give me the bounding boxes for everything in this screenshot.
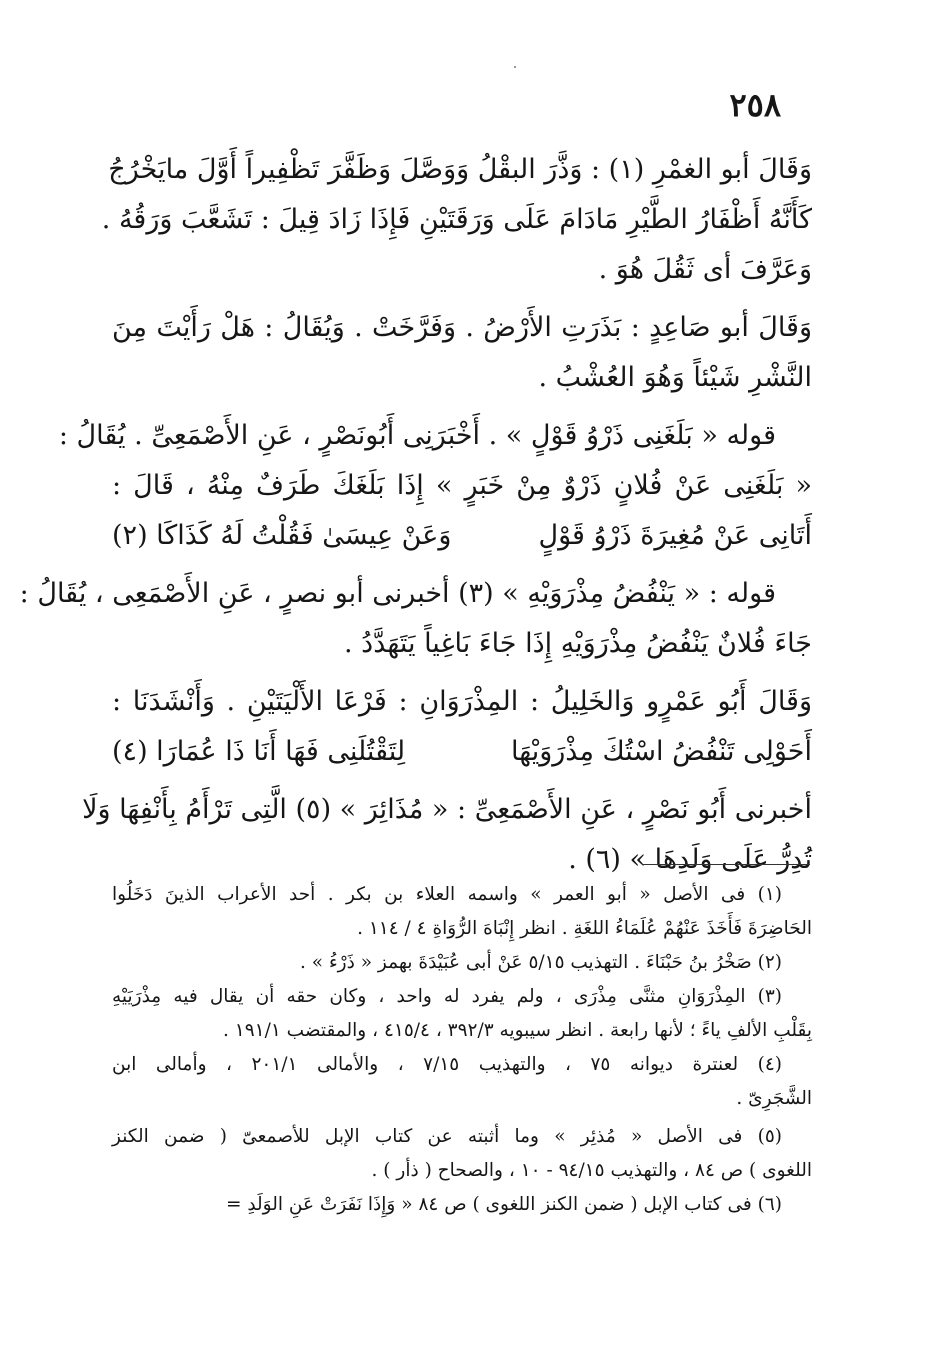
footnote-separator bbox=[642, 864, 810, 865]
footnote-1 bbox=[112, 878, 812, 946]
text-line: قوله : « يَنْفُضُ مِذْرَوَيْهِ » (٣) أخبرنى أبو نصرٍ ، عَنِ الأَصْمَعِى ، يُقَالُ : bbox=[19, 578, 776, 609]
footnote-3 bbox=[112, 980, 812, 1048]
verse-first-hemistich: أَحَوْلِى تَنْفُضُ اسْتُكَ مِذْرَوَيْهَا bbox=[511, 736, 812, 767]
text-line: جَاءَ فُلانٌ يَنْفُضُ مِذْرَوَيْهِ إِذَا جَاءَ بَاغِياً يَتَهَدَّدُ . bbox=[344, 628, 812, 659]
text-line: « بَلَغَنِى عَنْ فُلانٍ ذَرْوٌ مِنْ خَبَرٍ » إِذَا بَلَغَكَ طَرَفٌ مِنْهُ ، قَالَ : bbox=[112, 470, 812, 501]
text-line: النَّشْرِ شَيْئاً وَهُوَ العُشْبُ . bbox=[538, 362, 812, 393]
footnote-line: اللغوى ) ص ٨٤ ، والتهذيب ٩٤/١٥ - ١٠ ، والصحاح ( ذأر ) . bbox=[371, 1160, 812, 1181]
verse-second-hemistich: وَعَنْ عِيسَىٰ فَقُلْتُ لَهُ كَذَاكَا (٢) bbox=[112, 520, 452, 551]
print-speck bbox=[514, 66, 516, 68]
paragraph-3 bbox=[58, 411, 812, 561]
poem-verse bbox=[112, 727, 812, 777]
text-line: أخبرنى أَبُو نَصْرٍ ، عَنِ الأَصْمَعِىِّ : « مُذَائِرَ » (٥) الَّتِى تَرْأَمُ بِأَنْفِهَا وَلَا bbox=[82, 794, 812, 825]
paragraph-2 bbox=[112, 303, 812, 403]
footnote-line: الحَاضِرَةَ فَأَخَذَ عَنْهُمْ عُلَمَاءُ اللغَةِ . انظر إِنْبَاهَ الرُّوَاةِ ٤ / ١١٤ . bbox=[357, 918, 812, 939]
main-text bbox=[19, 145, 812, 887]
footnote-2 bbox=[112, 946, 812, 980]
paragraph-6 bbox=[82, 785, 812, 885]
footnote-4 bbox=[112, 1048, 812, 1116]
footnote-line: بِقَلْبِ الألفِ ياءً ؛ لأنها رابعة . انظر سيبويه ٣٩٢/٣ ، ٤١٥/٤ ، والمقتضب ١٩١/١ . bbox=[223, 1020, 812, 1041]
paragraph-4 bbox=[19, 569, 812, 669]
text-line: وَعَرَّفَ أى ثَقُلَ هُوَ . bbox=[598, 254, 812, 285]
text-line: كَأَنَّهُ أَظْفَارُ الطَّيْرِ مَادَامَ عَلَى وَرَقَتَيْنِ فَإِذَا زَادَ قِيلَ : تَشَعَّبَ وَرَقُهُ . bbox=[101, 204, 812, 235]
paragraph-5 bbox=[112, 677, 812, 777]
paragraph-1 bbox=[101, 145, 812, 295]
page-number: ٢٥٨ bbox=[729, 86, 781, 124]
footnote-line: (٥) فى الأصل « مُذئِر » وما أثبته عن كتاب الإبل للأصمعىّ ( ضمن الكنز bbox=[112, 1126, 782, 1147]
text-line: وَقَالَ أَبُو عَمْرٍو وَالخَلِيلُ : المِذْرَوَانِ : فَرْعَا الأَلْيَتَيْنِ . وَأَنْشَدَنَا : bbox=[112, 686, 812, 717]
text-line: قوله « بَلَغَنِى ذَرْوُ قَوْلٍ » . أَخْبَرَنِى أَبُونَصْرٍ ، عَنِ الأَصْمَعِىِّ . يُقَالُ : bbox=[58, 420, 776, 451]
poem-verse bbox=[112, 511, 812, 561]
text-line: وَقَالَ أبو الغمْرِ (١) : وَذَّرَ البقْلُ وَوَصَّلَ وَظَفَّرَ تَظْفِيراً أَوَّلَ مايَخْرُجُ bbox=[108, 154, 812, 185]
footnote-line: (٣) المِذْرَوَانِ مثنَّى مِذْرَى ، ولم يفرد له واحد ، وكان حقه أن يقال فيه مِذْرَيَيْهِ bbox=[112, 986, 782, 1007]
verse-second-hemistich: لِتَقْتُلَنِى فَهَا أَنَا ذَا عُمَارَا (٤) bbox=[112, 736, 406, 767]
text-line: وَقَالَ أبو صَاعِدٍ : بَذَرَتِ الأَرْضُ . وَفَرَّخَتْ . وَيُقَالُ : هَلْ رَأَيْتَ مِنَ bbox=[112, 312, 812, 343]
footnote-line: (٦) فى كتاب الإبل ( ضمن الكنز اللغوى ) ص ٨٤ « وَإِذَا نَفَرَتْ عَنِ الوَلَدِ = bbox=[225, 1194, 782, 1215]
footnote-line: (١) فى الأصل « أبو العمر » واسمه العلاء بن بكر . أحد الأعراب الذينَ دَخَلُوا bbox=[112, 884, 782, 905]
footnotes bbox=[112, 878, 812, 1222]
footnote-line: (٤) لعنترة ديوانه ٧٥ ، والتهذيب ٧/١٥ ، والأمالى ٢٠١/١ ، وأمالى ابن bbox=[112, 1054, 782, 1075]
footnote-line: الشَّجَرِىّ . bbox=[736, 1088, 812, 1109]
footnote-6 bbox=[112, 1188, 812, 1222]
footnote-line: (٢) صَخْرُ بنُ حَبْنَاءَ . التهذيب ٥/١٥ عَنْ أبى عُبَيْدَةَ بهمز « ذَرْءُ » . bbox=[300, 952, 782, 973]
footnote-5 bbox=[112, 1120, 812, 1188]
verse-first-hemistich: أَتَانِى عَنْ مُغِيرَةَ ذَرْوُ قَوْلٍ bbox=[538, 520, 812, 551]
text-line: تُدِرُّ عَلَى وَلَدِهَا » (٦) . bbox=[568, 844, 812, 875]
